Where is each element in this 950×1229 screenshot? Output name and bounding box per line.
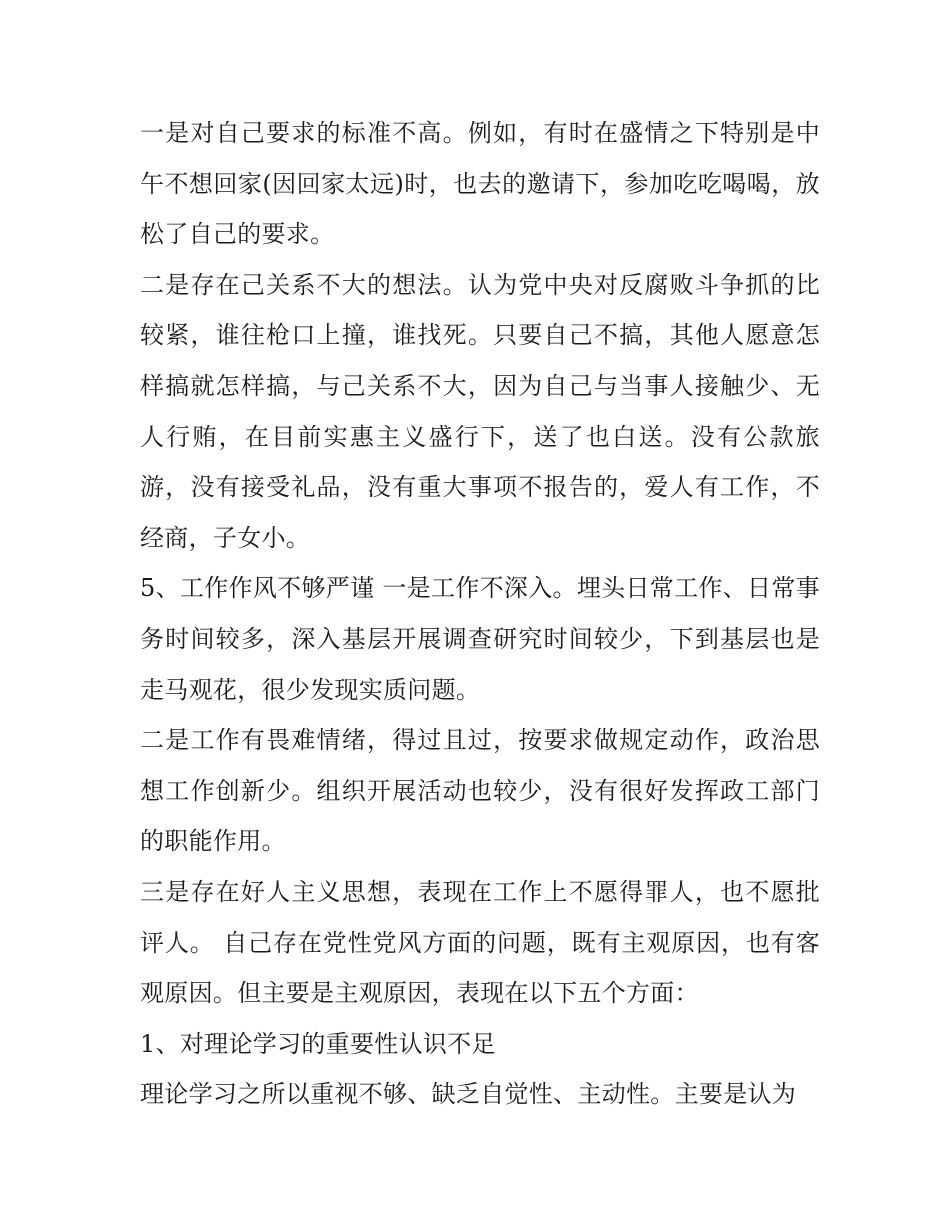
paragraph-theory: 理论学习之所以重视不够、缺乏自觉性、主动性。主要是认为 bbox=[140, 1080, 797, 1109]
document-body bbox=[140, 108, 820, 1120]
paragraph-relationship: 二是存在己关系不大的想法。认为党中央对反腐败斗争抓的比较紧，谁往枪口上撞，谁找死。只要自己不搞，其他人愿意怎样搞就怎样搞，与己关系不大，因为自己与当事人接触少、无人行贿，在目前实惠主义盛行下，送了也白送。没有公款旅游，没有接受礼品，没有重大事项不报告的，爱人有工作，不经商，子女小。 bbox=[140, 270, 820, 552]
section-heading-theory: 1、对理论学习的重要性认识不足 bbox=[140, 1029, 496, 1058]
paragraph-good-person: 三是存在好人主义思想，表现在工作上不愿得罪人，也不愿批评人。 自己存在党性党风方面的问题，既有主观原因，也有客观原因。但主要是主观原因，表现在以下五个方面： bbox=[140, 877, 820, 1008]
paragraph-difficulty: 二是工作有畏难情绪，得过且过，按要求做规定动作，政治思想工作创新少。组织开展活动也较少，没有很好发挥政工部门的职能作用。 bbox=[140, 726, 820, 856]
paragraph-standards: 一是对自己要求的标准不高。例如，有时在盛情之下特别是中午不想回家(因回家太远)时，也去的邀请下，参加吃吃喝喝，放松了自己的要求。 bbox=[140, 119, 820, 249]
paragraph-work-style: 5、工作作风不够严谨 一是工作不深入。埋头日常工作、日常事务时间较多，深入基层开展调查研究时间较少，下到基层也是走马观花，很少发现实质问题。 bbox=[140, 574, 820, 704]
